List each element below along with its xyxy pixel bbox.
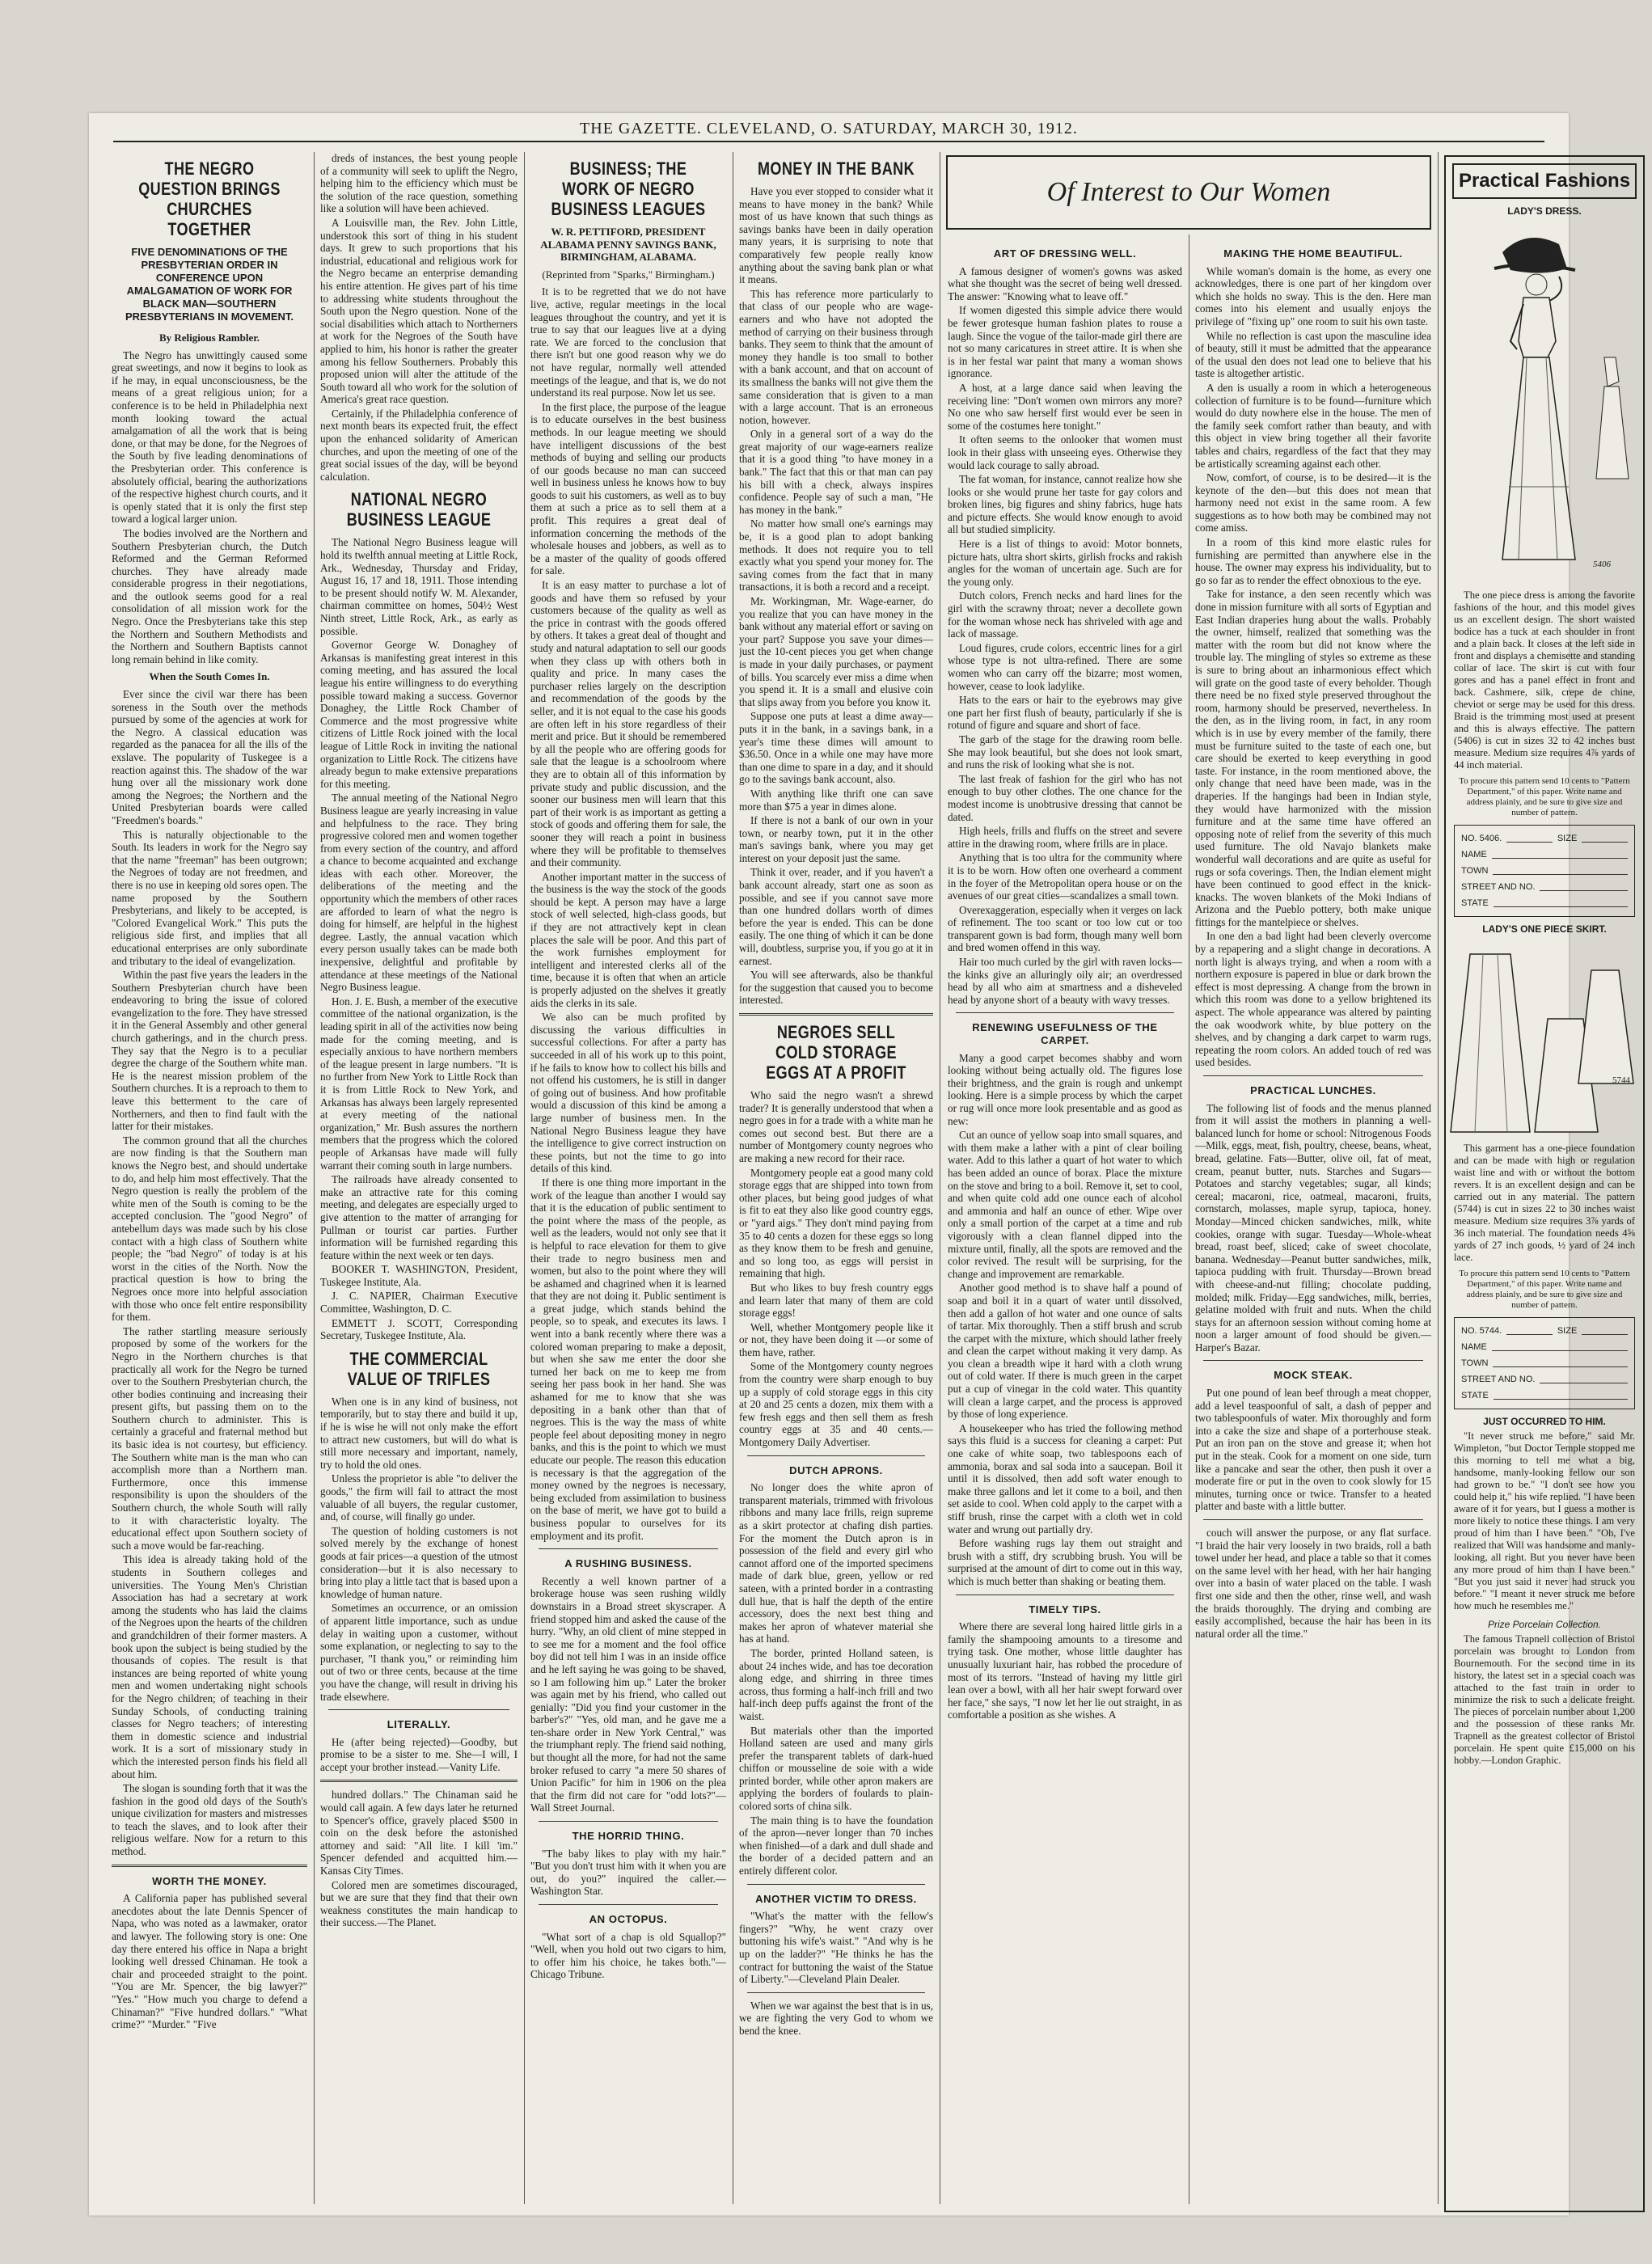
divider bbox=[747, 1455, 925, 1456]
divider bbox=[1203, 1360, 1423, 1361]
column-4 bbox=[739, 152, 933, 2204]
paragraph: A housekeeper who has tried the following method says this fluid is a success for cleaning a carpet: Put one cake of white soap, two tablespoons each of ammonia, borax and sal soda into a saucepan. Boil it until it is dissolved, then add soft water enough to make three gallons and let it come to a boil, and then set aside to cool. When cold apply to the carpet with a stiff brush, rinse the carpet with a cloth wet in cold water and wrung out partially dry. bbox=[948, 1421, 1182, 1535]
paragraph: Recently a well known partner of a brokerage house was seen rushing wildly downstairs in a Broad street skyscraper. A friend stopped him and asked the cause of the hurry. "Why, an old client of mine stepped in to see me for a moment and the fool office boy did not tell him I was in an inside office and he left saying he was going to be shaved, so I am following him up." Later the broker was again met by his friend, who called out genially: "Did you find your customer in the barber's?" "Yes, old man, and he gave me a ten-share order in New York Central," was the triumphant reply. The friend said nothing, but thought all the more, for had not the same broker refused to carry "a mere 50 shares of Union Pacific" for him in 1906 on the plea that the firm did not care for "odd lots?"—Wall Street Journal. bbox=[530, 1574, 726, 1814]
divider bbox=[328, 1709, 509, 1710]
joke-body bbox=[1446, 1430, 1643, 1612]
section-head: RENEWING USEFULNESS OF THE CARPET. bbox=[972, 1021, 1158, 1047]
coupon-line bbox=[1582, 1323, 1628, 1335]
coupon-name: NAME bbox=[1461, 850, 1487, 860]
paragraph: Overexaggeration, especially when it verges on lack of refinement. The too scant or too low cut or too transparent gown is bad form, though many well born and bred women offend in this way. bbox=[948, 903, 1182, 954]
divider bbox=[739, 1013, 933, 1016]
column-1 bbox=[112, 152, 307, 2204]
paragraph: No longer does the white apron of transparent materials, trimmed with frivolous ribbons and many lace frills, reign supreme as a skirt protector at chafing dish parties. For the moment the Dutch apron is in possession of the field and every girl who cannot afford one of the imported specimens made of dark blue, green, yellow or red sateen, with a printed border in a contrasting dull hue, that is half the depth of the entire accessory, does the next best thing and makes her apron of whatever material she has at hand. bbox=[739, 1481, 933, 1645]
paragraph: "The baby likes to play with my hair." "But you don't trust him with it when you are out, do you?" inquired the caller.—Washington Star. bbox=[530, 1847, 726, 1898]
paragraph: The Negro has unwittingly caused some great sweetings, and now it begins to look as if he may, in equal unconsciousness, be the means of a great religious union; for a conference is to be held in Philadelphia next month looking toward the actual amalgamation of all the work that is being done, or that may be done, for the Negroes of the South by five leading denominations of the Presbyterian order. This conference is absolutely official, bearing the authorizations of the respective highest church courts, and it is openly stated that it is only the first step toward a logical larger union. bbox=[112, 348, 307, 526]
paragraph: It is an easy matter to purchase a lot of goods and have them so refused by your customers because of the quality as well as the price in contrast with the goods offered by others. It takes a great deal of thought and study and natural adaptation to sell our goods when they class up with others both in quality and price. In many cases the purchaser relies largely on the description and recommendation of the goods by the seller, and it is not equal to the case his goods are often left in his store regardless of their merit and price. But it should be remembered by all the people who are offering goods for sale that the league is a schoolroom where they are to obtain all of this information by private study and public discussion, and the sooner our business men will learn that this part of their work is as important as getting a stock of goods and offering them for sale, the sooner they will reach a point in business where they will be profitable to themselves and their community. bbox=[530, 579, 726, 869]
section-head: DUTCH APRONS. bbox=[789, 1464, 883, 1476]
divider bbox=[747, 1992, 925, 1993]
paragraph: This is naturally objectionable to the South. Its leaders in work for the Negro say that the name "freeman" has been outgrown; the Negroes of today are not freedmen, and there is no use in keeping old sores open. The name proposed by the Southern Presbyterians, and likely to be accepted, is "Colored Evangelical Work." This puts the religious side first, and implies that all educational enterprises are only subordinate and tributary to the ideal of evangelization. bbox=[112, 828, 307, 967]
coupon-size: SIZE bbox=[1557, 1326, 1578, 1336]
paragraph: This idea is already taking hold of the students in Southern colleges and universities. The Young Men's Christian Association has had a secretary at work among the students who has laid the claims of the Negroes upon the hearts of the children and grandchildren of their former masters. A book upon the subject is being studied by the thousands of copies. The result is that instances are being reported of white young men and women undertaking night schools for the Negro children; of teaching in their Sunday Schools, of conducting training classes for Negro teachers; of interesting them in domestic science and industrial work. It is a sort of missionary study in which the interested person finds his field all about him. bbox=[112, 1553, 307, 1780]
signer: J. C. NAPIER, Chairman Executive Committee, Washington, D. C. bbox=[320, 1290, 518, 1316]
paragraph: "It never struck me before," said Mr. Wimpleton, "but Doctor Temple stopped me this morning to tell me what a big, handsome, manly-looking fellow our son had grown to be." "I don't see how you could help it," his wife replied. "I have been aware of it for years, but I guess a mother is more likely to notice these things. I am very proud of him than I have been." "Oh, I've realized that Will was handsome and manly-looking, all right. But you never have been any more proud of him than I have been." "But you just said it never had struck you before." "I meant it never struck me before how much he resembles me." bbox=[1454, 1430, 1635, 1611]
porcelain-body bbox=[1446, 1633, 1643, 1767]
paragraph: Who said the negro wasn't a shrewd trader? It is generally understood that when a negro goes in for a trade with a white man he comes out second best. But there are a number of Montgomery county negroes who are making a new record for their race. bbox=[739, 1089, 933, 1164]
paragraph: Now, comfort, of course, is to be desired—it is the keynote of the den—but this does not mean that harmony need not exist in the same room. A few suggestions as to how both may be combined may not come amiss. bbox=[1195, 471, 1431, 534]
paragraph: Certainly, if the Philadelphia conference of next month bears its expected fruit, the effect upon the enhanced solidarity of American churches, and upon the meeting of one of the great social issues of the day, will be beyond calculation. bbox=[320, 407, 518, 483]
pattern-caption: LADY'S ONE PIECE SKIRT. bbox=[1482, 923, 1607, 935]
signer: EMMETT J. SCOTT, Corresponding Secretary, Tuskegee Institute, Ala. bbox=[320, 1316, 518, 1342]
paragraph: You will see afterwards, also be thankful for the suggestion that caused you to become interested. bbox=[739, 969, 933, 1007]
section-head: JUST OCCURRED TO HIM. bbox=[1483, 1416, 1606, 1427]
paragraph: Ever since the civil war there has been soreness in the South over the methods pursued by some of the agencies at work for the Negro. A classical education was regarded as the panacea for all the ills of the exslave. The popularity of Tuskegee is a reaction against this. The shadow of the war hung over all the missionary work done among the Negroes; the Northern and the United Presbyterian boards were called "Freedmen's boards." bbox=[112, 688, 307, 826]
paragraph: Governor George W. Donaghey of Arkansas is manifesting great interest in this coming meeting, and has assured the local league his entire willingness to do everything possible toward making a success. Governor Donaghey, the Little Rock Chamber of Commerce and the most progressive white citizens of Little Rock joined with the local league of Little Rock in inviting the national organization to Little Rock. The citizens have already begun to make extensive preparations for this meeting. bbox=[320, 639, 518, 790]
paragraph: Hair too much curled by the girl with raven locks—the kinks give an alluringly oily air; an overdressed head by all who aim at smartness and a disheveled head by anyone short of a beauty with wavy tresses. bbox=[948, 956, 1182, 1006]
order-note: To procure this pattern send 10 cents to "Pattern Department," of this paper. Write name and address plainly, and be sure to give size and number of pattern. bbox=[1459, 1269, 1630, 1310]
paragraph: Sometimes an occurrence, or an omission of apparent little importance, such as undue delay in waiting upon a customer, without some explanation, or neglecting to say to the purchaser, "I thank you," or reiminding him out of two or three cents, because at the time you have the change, will result in driving his trade elsewhere. bbox=[320, 1602, 518, 1703]
paragraph: A host, at a large dance said when leaving the receiving line: "Don't women own mirrors any more? No one who saw herself first would ever be seen in some of the costumes here tonight." bbox=[948, 381, 1182, 432]
paragraph: Montgomery people eat a good many cold storage eggs that are shipped into town from other places, but being good judges of what is fit to eat they also like good country eggs, or "yard aigs." They don't mind paying from 35 to 40 cents a dozen for these eggs so long as they know them to be fresh and genuine, and so long too, as eggs will persist in remaining that high. bbox=[739, 1166, 933, 1280]
column-6 bbox=[1195, 239, 1431, 2204]
paragraph: It is to be regretted that we do not have live, active, regular meetings in the local leagues throughout the country, and yet it is true to say that our leagues live at a dying rate. We are forced to the conclusion that there isn't but one good reason why we do not have regular, normally well attended meetings of the league, and that is, we do not understand its real purpose. Now let us see. bbox=[530, 285, 726, 399]
section-head: PRACTICAL LUNCHES. bbox=[1250, 1084, 1376, 1096]
coupon-street: STREET AND NO. bbox=[1461, 1375, 1536, 1384]
coupon-name: NAME bbox=[1461, 1342, 1487, 1352]
paragraph: A famous designer of women's gowns was asked what she thought was the secret of being well dressed. The answer: "Knowing what to leave off." bbox=[948, 264, 1182, 302]
paragraph: couch will answer the purpose, or any flat surface. "I braid the hair very loosely in two braids, roll a bath towel under her head, and place a table so that it comes on the same level with her head, with her hair hanging over into a basin of water placed on the table. I wash first one side and then the other, rinse well, and wash the braids thoroughly. The drying and combing are easily accomplished, because the hair has been in its natural order all the time." bbox=[1195, 1527, 1431, 1640]
section-head: ART OF DRESSING WELL. bbox=[993, 247, 1137, 260]
section-head: ANOTHER VICTIM TO DRESS. bbox=[755, 1892, 917, 1905]
paragraph: Where there are several long haired little girls in a family the shampooing amounts to a tiresome and trying task. One mother, whose little daughter has unusually luxuriant hair, has robbed the procedure of most of its terrors. "Instead of having my little girl lean over a bowl, with all her hair swept forward over her face," she says, "I now let her lie out straight, in as comfortable a position as she wishes. A bbox=[948, 1620, 1182, 1721]
section-subhead: When the South Comes In. bbox=[149, 670, 270, 683]
coupon-line bbox=[1493, 863, 1628, 875]
coupon-line bbox=[1506, 1323, 1553, 1335]
divider bbox=[956, 1012, 1174, 1013]
section-head: MOCK STEAK. bbox=[1274, 1369, 1353, 1382]
paragraph: The rather startling measure seriously proposed by some of the workers for the Negro in the Northern churches is that practically all work for the Negro be turned over to the Southern Presbyterian church, the other bodies continuing and increasing their present gifts, but passing them on to the Southern church to administer. This is certainly a graceful and fraternal method but its basic idea is not courtesy, but efficiency. The Southern white man is the man who can accomplish more than a Northern man. Furthermore, once this immense responsibility is upon the shoulders of the Southern church, the whole South will rally to it with characteristic loyalty. The educational effect upon Southern society of such a move would be far-reaching. bbox=[112, 1324, 307, 1552]
paragraph: Before washing rugs lay them out straight and brush with a stiff, dry scrubbing brush. You will be surprised at the amount of dirt to come out in this way, which is much better than shaking or beating them. bbox=[948, 1537, 1182, 1587]
paragraph: The main thing is to have the foundation of the apron—never longer than 70 inches when finished—of a dark and dull shade and the border of a decided pattern and an entirely different color. bbox=[739, 1814, 933, 1878]
paragraph: While no reflection is cast upon the masculine idea of beauty, still it must be admitted that the appearance of the usual den does not lead one to believe that his taste is altogether artistic. bbox=[1195, 329, 1431, 380]
fashions-title: Practical Fashions bbox=[1452, 163, 1637, 199]
coupon-line bbox=[1540, 1371, 1628, 1383]
order-note: To procure this pattern send 10 cents to "Pattern Department," of this paper. Write name and address plainly, and be sure to give size and number of pattern. bbox=[1459, 776, 1630, 817]
paragraph: dreds of instances, the best young people of a community will seek to uplift the Negro, helping him to the efficiency which must be the solution of the race question, something like a solution will have been achieved. bbox=[320, 152, 518, 215]
article-headline: NEGROES SELL COLD STORAGE EGGS AT A PROFIT bbox=[766, 1022, 906, 1083]
coupon-line bbox=[1582, 830, 1628, 843]
paragraph: High heels, frills and fluffs on the street and severe attire in the drawing room, where frills are in place. bbox=[948, 825, 1182, 850]
article-headline: MONEY IN THE BANK bbox=[757, 158, 915, 179]
pattern-number: 5406 bbox=[1593, 560, 1611, 569]
divider bbox=[539, 1904, 718, 1905]
coupon-size: SIZE bbox=[1557, 834, 1578, 843]
order-coupon bbox=[1454, 825, 1635, 917]
paragraph: If women digested this simple advice there would be fewer grotesque human fashion plates to rouse a laugh. Since the vogue of the tailor-made girl there are not so many caricatures in street attire. It is when she is in her festal war paint that many a woman shows ignorance. bbox=[948, 304, 1182, 380]
paragraph: Hats to the ears or hair to the eyebrows may give one part her first flush of beauty, particularly if she is rotund of figure and square and short of face. bbox=[948, 694, 1182, 732]
paragraph: The annual meeting of the National Negro Business league are yearly increasing in value and helpfulness to the race. They bring progressive colored men and women together from every section of the country, and afford a chance to become acquainted and exchange ideas with each other. Moreover, the deliberations of the meeting and the opportunity which the members of other races are afforded to learn of what the negro is doing for himself, are helpful in the highest degree. Lastly, the annual vacation which every person usually takes can be made both inexpensive, delightful and profitable by attendance at these meetings of the National Negro Business league. bbox=[320, 792, 518, 994]
paragraph: A California paper has published several anecdotes about the late Dennis Spencer of Napa, who was noted as a lawmaker, orator and lawyer. The following story is one: One day there entered his office in Napa a bright looking well dressed Chinaman. He took a chair and proceeded straight to the point. "You are Mr. Spencer, the big lawyer?" "Yes." "How much you charge to defend a Chinaman?" "Five hundred dollars." "What crime?" "Murder." "Five bbox=[112, 1892, 307, 2031]
paragraph: Loud figures, crude colors, eccentric lines for a girl whose type is not ultra-refined. There are some women who can carry off the bizarre; most women, however, cease to look ladylike. bbox=[948, 641, 1182, 692]
coupon-no: NO. 5744. bbox=[1461, 1326, 1502, 1336]
coupon-line bbox=[1506, 830, 1553, 843]
divider bbox=[539, 1821, 718, 1822]
coupon-state: STATE bbox=[1461, 1391, 1489, 1400]
paragraph: The slogan is sounding forth that it was the fashion in the good old days of the South's unique civilization for masters and mistresses to teach the slaves, and to look after their religious welfare. Now for a return to this method. bbox=[112, 1782, 307, 1858]
column-rule bbox=[1438, 152, 1439, 2204]
paragraph: This garment has a one-piece foundation and can be made with high or regulation waist line and with or without the bottom revers. It is an excellent design and can be carried out in any material. The pattern (5744) is cut in sizes 22 to 30 inches waist measure. Medium size requires 3⅞ yards of 36 inch material. The foundation needs 4⅝ yards of 27 inch goods, ½ yard of 24 inch lace. bbox=[1454, 1143, 1635, 1263]
paragraph: "What sort of a chap is old Squallop?" "Well, when you hold out two cigars to him, to offer him his choice, he takes both."—Chicago Tribune. bbox=[530, 1930, 726, 1981]
article-byline: W. R. PETTIFORD, PRESIDENT ALABAMA PENNY SAVINGS BANK, BIRMINGHAM, ALABAMA. bbox=[540, 226, 716, 264]
paragraph: The National Negro Business league will hold its twelfth annual meeting at Little Rock, Ark., Wednesday, Thursday and Friday, August 16, 17 and 18, 1911. Those intending to be present should notify W. M. Alexander, chairman committee on homes, 504½ West Ninth street, Little Rock, Ark., as early as possible. bbox=[320, 536, 518, 637]
column-3 bbox=[530, 152, 726, 2204]
coupon-line bbox=[1494, 895, 1628, 907]
paragraph: Many a good carpet becomes shabby and worn looking without being actually old. The figures lose their brightness, and the grain is rough and unkempt looking. Here is a simple process by which the carpet or rug will once more look presentable and as good as new: bbox=[948, 1051, 1182, 1127]
pattern-description bbox=[1446, 1143, 1643, 1264]
pattern-caption: LADY'S DRESS. bbox=[1507, 205, 1582, 217]
paragraph: The fat woman, for instance, cannot realize how she looks or she would prune her taste for gay colors and broken lines, big figures and shiny fabrics, huge hats and picture effects. She would know enough to avoid all but studied simplicity. bbox=[948, 473, 1182, 536]
paragraph: hundred dollars." The Chinaman said he would call again. A few days later he returned to Spencer's office, gravely placed $500 in coin on the desk before the astonished attorney and said: "All lite. I kill 'im." Spencer defended and acquitted him.—Kansas City Times. bbox=[320, 1789, 518, 1878]
divider bbox=[1203, 1519, 1423, 1520]
women-section-banner: Of Interest to Our Women bbox=[946, 155, 1431, 230]
paragraph: But materials other than the imported Holland sateen are used and many girls prefer the transparent tablets of dark-hued chiffon or mousseline de soie with a wide printed border, while other apron makers are applying the borders of foulards to plain-colored sorts of china silk. bbox=[739, 1724, 933, 1813]
paragraph: Only in a general sort of a way do the great majority of our wage-earners realize that it is a good thing "to have money in a bank." The fact that this or that man can pay his bill with a check, always inspires confidence. People say of such a man, "He has money in the bank." bbox=[739, 428, 933, 516]
paragraph: Cut an ounce of yellow soap into small squares, and with them make a lather with a pint of clear boiling water. Add to this lather a quart of hot water to which has been added an ounce of borax. Place the mixture on the stove and bring to a boil. Remove it, set to cool, and when quite cold add one ounce each of alcohol and ammonia and half an ounce of ether. Wipe over only a small portion of the carpet at a time and rub vigorously with a clean flannel dipped into the mixture until, finally, all the spots are removed and the color revived. The result will be surprising, for the change and improvement are remarkable. bbox=[948, 1129, 1182, 1280]
one-piece-skirt-illustration bbox=[1446, 938, 1640, 1148]
divider bbox=[539, 1548, 718, 1549]
paragraph: Have you ever stopped to consider what it means to have money in the bank? While most of us have known that such things as savings banks have been in daily operation many years, it is surprising to note that comparatively few people really know anything about the saving bank plan or what it means. bbox=[739, 185, 933, 286]
paragraph: It often seems to the onlooker that women must look in their glass with unseeing eyes. Otherwise they would lack courage to sally abroad. bbox=[948, 433, 1182, 471]
paragraph: The border, printed Holland sateen, is about 24 inches wide, and has toe decoration along edge, and shirring in three times across, thus forming a half-inch frill and two half-inch deep puffs against the front of the waist. bbox=[739, 1646, 933, 1722]
paragraph: Think it over, reader, and if you haven't a bank account already, start one as soon as possible, and see if you cannot save more than one hundred dollars worth of dimes before the year is ended. This can be done easily. The one thing of which it can be done will, doubtless, surprise you, if you go at it in earnest. bbox=[739, 866, 933, 967]
paragraph: The common ground that all the churches are now finding is that the Southern man knows the Negro best, and should undertake to do, and help him most effectively. That the Negro question is really the problem of the white men of the South is coming to be the accepted conclusion. The "good Negro" of antebellum days was made such by his close contact with a high class of Southern white people; the "bad Negro" of today is at his worst in the cities of the North. Now the practical question is how to bring the Negroes once more into helpful association with those who once felt entire responsibility for them. bbox=[112, 1134, 307, 1324]
divider bbox=[320, 1780, 518, 1782]
article-headline: NATIONAL NEGRO BUSINESS LEAGUE bbox=[346, 489, 492, 530]
column-5 bbox=[948, 239, 1182, 2204]
paragraph: The one piece dress is among the favorite fashions of the hour, and this model gives us an excellent design. The short waisted bodice has a tuck at each shoulder in front and a plain back. It closes at the left side in front and displays a chemisette and standing collar of lace. The skirt is cut with four gores and has a panel effect in front and back. Cashmere, silk, crepe de chine, cheviot or serge may be used for this dress. Braid is the trimming most used at present and this is always effective. The pattern (5406) is cut in sizes 32 to 42 inches bust measure. Medium size requires 4⅞ yards of 44 inch material. bbox=[1454, 589, 1635, 771]
paragraph: Suppose one puts at least a dime away—puts it in the bank, in a savings bank, in a year's time these dimes will amount to $36.50. Once in a while one may have more than one dime to spare in a day, and it should go to the savings bank account, also. bbox=[739, 710, 933, 786]
paragraph: Dutch colors, French necks and hard lines for the girl with the scrawny throat; never a decollete gown for the woman whose neck has shriveled with age and lack of massage. bbox=[948, 589, 1182, 640]
paragraph: Some of the Montgomery county negroes from the country were sharp enough to buy up a supply of cold storage eggs in this city at 20 and 25 cents a dozen, mix them with a few fresh eggs and then sell them as fresh country eggs at 35 and 40 cents.—Montgomery Daily Advertiser. bbox=[739, 1360, 933, 1449]
paragraph: Colored men are sometimes discouraged, but we are sure that they find that their own weakness constitutes the main handicap to their success.—The Planet. bbox=[320, 1878, 518, 1929]
paragraph: Take for instance, a den seen recently which was done in mission furniture with all sorts of Egyptian and East Indian draperies hung about the walls. Probably the owner, himself, realized that something was the matter with the room but did not know where the trouble lay. The mingling of styles so extreme as these is sure to bring about an inharmonious effect which will grate on the good taste of every beholder. Though there need be no fixed style preserved throughout the room, harmony should be preserved, nevertheless. In the den, as in the living room, in fact, in any room which is in use by every member of the family, there must be furniture suited to the taste of each one, but care should be exerted to keep everything in good taste. For instance, in the room mentioned above, the only change that need have been made, was in the draperies. If the hangings had been in Indian style, they would have harmonized with the mission furniture and at the same time have offered an opposing note of relief from the severity of this much used furniture. The old Navajo blankets make wonderful wall decorations and are quite as useful for rugs or sofa coverings. Then, the Indian element might have been continued to good effect in the knick-knacks. The woven blankets of the Moki Indians of Arizona and the Pueblo pottery, both make unique fittings for the mantelpiece or shelves. bbox=[1195, 588, 1431, 928]
section-head: MAKING THE HOME BEAUTIFUL. bbox=[1223, 247, 1403, 260]
coupon-line bbox=[1540, 879, 1628, 891]
coupon-line bbox=[1493, 1355, 1628, 1367]
paragraph: When one is in any kind of business, not temporarily, but to stay there and build it up, if he is wise he will not only make the effort to attract new customers, but will do what is still more necessary and important, namely, try to hold the old ones. bbox=[320, 1395, 518, 1471]
paragraph: "What's the matter with the fellow's fingers?" "Why, he went crazy over buttoning his wife's waist." "And why is he up on the ladder?" "He thinks he has the contract for buttoning the waist of the Statue of Liberty."—Cleveland Plain Dealer. bbox=[739, 1910, 933, 1986]
paragraph: The famous Trapnell collection of Bristol porcelain was brought to London from Bournemouth. For the second time in its history, the latest set in a special coach was attached to the fast train in order to minimize the risk to such a delicate freight. The pieces of porcelain number about 1,200 and the possession of these ranks Mr. Trapnell as the greatest collector of Bristol porcelain. He spent quite £15,000 on his hobby.—London Graphic. bbox=[1454, 1633, 1635, 1766]
article-deck: FIVE DENOMINATIONS OF THE PRESBYTERIAN ORDER IN CONFERENCE UPON AMALGAMATION OF WORK FOR BLACK MAN—SOUTHERN PRESBYTERIANS IN MOVEMENT. bbox=[125, 246, 294, 323]
paragraph: If there is not a bank of our own in your town, or nearby town, put it in the other man's savings bank, where you may get interest on your deposit just the same. bbox=[739, 814, 933, 864]
paragraph: The railroads have already consented to make an attractive rate for this coming meeting, and delegates are especially urged to give attention to the matter of arranging for Pullman or tourist car parties. Further information will be furnished regarding this feature within the next week or ten days. bbox=[320, 1173, 518, 1261]
paragraph: In the first place, the purpose of the league is to educate ourselves in the best business methods. In our league meeting we should have intelligent discussions of the best methods of buying and selling our products of our goods because no man can succeed well in business unless he knows how to buy goods to suit his customers, as well as to buy them at such a price as to sell them at a profit. This requires a great deal of information concerning the methods of the wholesale houses and jobbers, as well as to be a master of the quality of goods offered for sale. bbox=[530, 400, 726, 577]
paragraph: The last freak of fashion for the girl who has not enough to buy other clothes. The one chance for the modest income is unobtrusive dressing that cannot be dated. bbox=[948, 772, 1182, 823]
paragraph: This has reference more particularly to that class of our people who are wage-earners and who have not adopted the method of carrying on their business through banks. They seem to think that the amount of money they handle is too small to bother with a bank account, and that on account of its smallness the banks will not give them the same consideration that is given to a man with a large account. That is an erroneous notion, however. bbox=[739, 287, 933, 426]
paragraph: The garb of the stage for the drawing room belle. She may look beautiful, but she does not look smart, and runs the risk of looking what she is not. bbox=[948, 733, 1182, 771]
paragraph: He (after being rejected)—Goodby, but promise to be a sister to me. She—I will, I accept your brother instead.—Vanity Life. bbox=[320, 1735, 518, 1773]
masthead-rule bbox=[113, 141, 1544, 142]
paragraph: Mr. Workingman, Mr. Wage-earner, do you realize that you can have money in the bank without any material effort or saving on your part? Suppose you save your dimes—just the 10-cent pieces you get when change is made in your daily purchases, or payment of bills. You scarcely ever miss a dime when you spend it. It is a small and elusive coin that slips away from you before you know it. bbox=[739, 595, 933, 708]
paragraph: If there is one thing more important in the work of the league than another I would say that it is the education of public sentiment to the point where the mass of the people, as well as the leaders, would not only see that it is helpful to race elevation for them to give their trade to negro business men and women, but also to the point where they will be ashamed and chagrined when it is learned that they are not doing it. Public sentiment is a great judge, which stands behind the people, so to speak, and executes its laws. I went into a bank recently where there was a colored woman preparing to make a deposit, but when she saw me enter the door she turned her back on me to keep me from seeing her pass book in her hand. She was ashamed for me to know that she was depositing in a bank other than that of negroes. This is the way the mass of white people feel about depositing money in negro banks, and this is the point to which we must educate our people. The reason this education is necessary is that the aggregation of the money owned by the negroes is necessary, being excluded from assimilation to business on the base of merit, we have got to build a business popular to ourselves for its employment and its profit. bbox=[530, 1176, 726, 1542]
paragraph: The question of holding customers is not solved merely by the exchange of honest goods at fair prices—a question of the utmost consideration—but it is also necessary to bring into play a little tact that is based upon a knowledge of human nature. bbox=[320, 1524, 518, 1600]
paragraph: With anything like thrift one can save more than $75 a year in dimes alone. bbox=[739, 787, 933, 813]
column-rule bbox=[314, 152, 315, 2204]
paragraph: No matter how small one's earnings may be, it is a good plan to adopt banking methods. It does not require you to tell exactly what you spend your money for. The saving comes from the fact that in many transactions, it is both a record and a receipt. bbox=[739, 517, 933, 593]
paragraph: Put one pound of lean beef through a meat chopper, add a level teaspoonful of salt, a dash of pepper and two tablespoonfuls of water. Mix thoroughly and form into a cake the size and shape of a porterhouse steak. Put an iron pan on the stove and grease it; when hot put in the steak. Cook for a moment on one side, turn like a pancake and sear the other, then push it over a moderate fire or put in the oven to cook slowly for 15 minutes, turning once or twice. Transfer to a heated platter and baste with a little butter. bbox=[1195, 1387, 1431, 1513]
section-head: Prize Porcelain Collection. bbox=[1487, 1619, 1602, 1630]
section-head: TIMELY TIPS. bbox=[1029, 1603, 1101, 1616]
paragraph: Another important matter in the success of the business is the way the stock of the goods should be kept. A person may have a large stock of well selected, high-class goods, but if they are not attractively kept in clean places the sale will be poor. And this part of the work furnishes employment for intelligent and interested clerks all of the time, because it is often that when an article is properly adjusted on the shelves it greatly aids the clerks in its sale. bbox=[530, 870, 726, 1009]
paragraph: Hon. J. E. Bush, a member of the executive committee of the national organization, is the leading spirit in all of the activities now being made for the coming meeting, and is especially anxious to have northern members of the league present in large numbers. "It is no further from New York to Little Rock than it is from Little Rock to New York, and Arkansas has always been largely represented at every meeting of the national organization," Mr. Bush assures the northern members that the progress which the colored people of Arkansas have made will fully warrant their coming south in large numbers. bbox=[320, 995, 518, 1172]
article-headline: THE COMMERCIAL VALUE OF TRIFLES bbox=[347, 1348, 491, 1389]
masthead: THE GAZETTE. CLEVELAND, O. SATURDAY, MARCH 30, 1912. bbox=[580, 120, 1078, 137]
coupon-town: TOWN bbox=[1461, 1358, 1489, 1368]
paragraph: Here is a list of things to avoid: Motor bonnets, picture hats, ultra short skirts, girlish frocks and rakish angles for the woman of uncertain age. Such are for the young only. bbox=[948, 538, 1182, 588]
paragraph: But who likes to buy fresh country eggs and learn later that many of them are cold storage eggs! bbox=[739, 1281, 933, 1320]
coupon-line bbox=[1494, 1388, 1628, 1400]
paragraph: In a room of this kind more elastic rules for furnishing are permitted than anywhere else in the house. The owner may express his individuality, but to go so far as to render the effect obnoxious to the eye. bbox=[1195, 536, 1431, 586]
section-head: AN OCTOPUS. bbox=[589, 1913, 668, 1925]
article-headline: BUSINESS; THE WORK OF NEGRO BUSINESS LEAGUES bbox=[551, 158, 706, 219]
article-headline: THE NEGRO QUESTION BRINGS CHURCHES TOGETHER bbox=[138, 158, 281, 239]
paragraph: A den is usually a room in which a heterogeneous collection of furniture is to be found—furniture which would do duty nowhere else in the house. The men of the family seek comfort rather than beauty, and with this object in view bring together all their favorite tables and chairs, regardless of the fact that they may be artistically screaming against each other. bbox=[1195, 381, 1431, 470]
paragraph: The bodies involved are the Northern and Southern Presbyterian church, the Dutch Reformed and the German Reformed churches. They have already made considerable progress in their negotiations, and the outlook seems good for a real consolidation of all mission work for the Negro. Once the Presbyterians take this step the Northern and Southern Methodists and the Northern and Southern Baptists cannot long remain behind in like comity. bbox=[112, 526, 307, 665]
coupon-line bbox=[1492, 847, 1628, 859]
paragraph: The following list of foods and the menus planned from it will assist the mothers in planning a well-balanced lunch for home or school: Nitrogenous Foods—Milk, eggs, meat, fish, poultry, cheese, beans, wheat, bread, gelatine. Fats—Butter, olive oil, fat of meat, cream, peanut butter, nuts. Starches and Sugars—Potatoes and starchy vegetables; sugar, all kinds; cereal; macaroni, rice, oatmeal, macaroni, fruits, cornstarch, molasses, maple syrup, tapioca, honey. Monday—Minced chicken sandwiches, milk, white cookies, orange with sugar. Tuesday—Whole-wheat bread, roast beef, sliced; cake of sweet chocolate, banana. Wednesday—Peanut butter sandwiches, milk, tapioca pudding with fruit. Thursday—Brown bread with cheese-and-nut filling; chocolate pudding, molded; milk. Friday—Egg sandwiches, milk, berries, gelatine molded with fruit and nuts. When the child stays for an afternoon session without coming home at noon a larger amount of food should be given.—Harper's Bazar. bbox=[1195, 1101, 1431, 1354]
divider bbox=[112, 1865, 307, 1867]
section-head: THE HORRID THING. bbox=[572, 1830, 685, 1843]
reprint-note: (Reprinted from "Sparks," Birmingham.) bbox=[542, 268, 715, 281]
coupon-state: STATE bbox=[1461, 898, 1489, 908]
paragraph: We also can be much profited by discussing the various difficulties in successful collections. For after a party has succeeded in all of his work up to this point, if he fails to know how to collect his bills and not offend his customers, he is still in danger of going out of business. And how profitable would a discussion of this kind be among a large number of business men. In the National Negro Business league they have the intelligence to give correct instruction on these points, but not the time to go into details of this kind. bbox=[530, 1011, 726, 1175]
divider bbox=[747, 1884, 925, 1885]
paragraph: Well, whether Montgomery people like it or not, they have been doing it —or some of them have, rather. bbox=[739, 1320, 933, 1358]
pattern-description bbox=[1446, 589, 1643, 771]
paragraph: A Louisville man, the Rev. John Little, understook this sort of thing in his student days. It grew to such proportions that his industrial, educational and religious work for the Negro became an enterprise demanding his entire attention. He gives part of his time to addressing white students throughout the South upon the Negro question. None of the social disabilities which attach to Northerners at work for the Negroes of the South have applied to him, his honor is rather the greater among his fellow Southerners. Probably this proposed union will alter the attitude of the South toward all who work for the solution of America's great race question. bbox=[320, 216, 518, 406]
paragraph: Within the past five years the leaders in the Southern Presbyterian church have been endeavoring to bring the issue of colored evangelization to the fore. They have stressed it in the General Assembly and other general church gatherings, and in the church press. They say that the Negro is to a peculiar degree the charge of the Southern white man. He is the nearest mission problem of the Southern churches. It is a reproach to them to leave this betterment to the care of Northerners, and then to find fault with the latter for their mistakes. bbox=[112, 969, 307, 1133]
pattern-number: 5744 bbox=[1612, 1075, 1630, 1085]
section-head: LITERALLY. bbox=[387, 1718, 451, 1731]
column-2 bbox=[320, 152, 518, 2204]
order-coupon bbox=[1454, 1317, 1635, 1409]
paragraph: Anything that is too ultra for the community where it is to be worn. How often one overheard a comment in the foyer of the Metropolitan opera house or on the avenues of our great cities—scandalizes a small town. bbox=[948, 851, 1182, 902]
divider bbox=[1203, 1075, 1423, 1076]
article-byline: By Religious Rambler. bbox=[158, 332, 260, 344]
paragraph: Another good method is to shave half a pound of soap and boil it in a quart of water until dissolved, then add a gallon of hot water and one ounce of salts of tartar. Mix thoroughly. Then a stiff brush and scrub the carpet with the mixture, which should lather freely and clean the carpet without making it very damp. As you clean a breadth wipe it hard with a cloth wrung out of cold water. If there is much green in the carpet put a cup of vinegar in the cold water. This quantity will clean a large carpet, and the process is approved by those of long experience. bbox=[948, 1282, 1182, 1421]
coupon-line bbox=[1492, 1339, 1628, 1351]
paragraph: In one den a bad light had been cleverly overcome by a repapering and a slight change in decorations. A north light is always trying, and when a room with a northern exposure is papered in blue or dark brown the effect is most depressing. A change from the brown in which this room was done to a yellow brightened its aspect. The whole appearance was altered by painting the oak woodwork white, by blue pottery on the shelves, and by changing a dark carpet to warm rugs, repeating the room colors. An added touch of red was used besides. bbox=[1195, 930, 1431, 1069]
paragraph: Unless the proprietor is able "to deliver the goods," the firm will fail to attract the most valuable of all buyers, the regular customer, and, of course, will finally go under. bbox=[320, 1472, 518, 1523]
coupon-town: TOWN bbox=[1461, 866, 1489, 876]
coupon-street: STREET AND NO. bbox=[1461, 882, 1536, 892]
section-head: A RUSHING BUSINESS. bbox=[564, 1557, 692, 1570]
column-rule bbox=[524, 152, 525, 2204]
paragraph: When we war against the best that is in us, we are fighting the very God to whom we bend the knee. bbox=[739, 1999, 933, 2037]
paragraph: While woman's domain is the home, as every one acknowledges, there is one part of her kingdom over which she holds no sway. This is the den. Here man comes into his element and usually enjoys the privilege of "fixing up" one room to suit his own taste. bbox=[1195, 264, 1431, 327]
lady-dress-illustration bbox=[1446, 220, 1640, 592]
newspaper-page bbox=[89, 113, 1635, 2215]
practical-fashions-box bbox=[1444, 155, 1645, 2212]
signer: BOOKER T. WASHINGTON, President, Tuskegee Institute, Ala. bbox=[320, 1263, 518, 1288]
coupon-no: NO. 5406. bbox=[1461, 834, 1502, 843]
section-head: WORTH THE MONEY. bbox=[152, 1874, 267, 1887]
